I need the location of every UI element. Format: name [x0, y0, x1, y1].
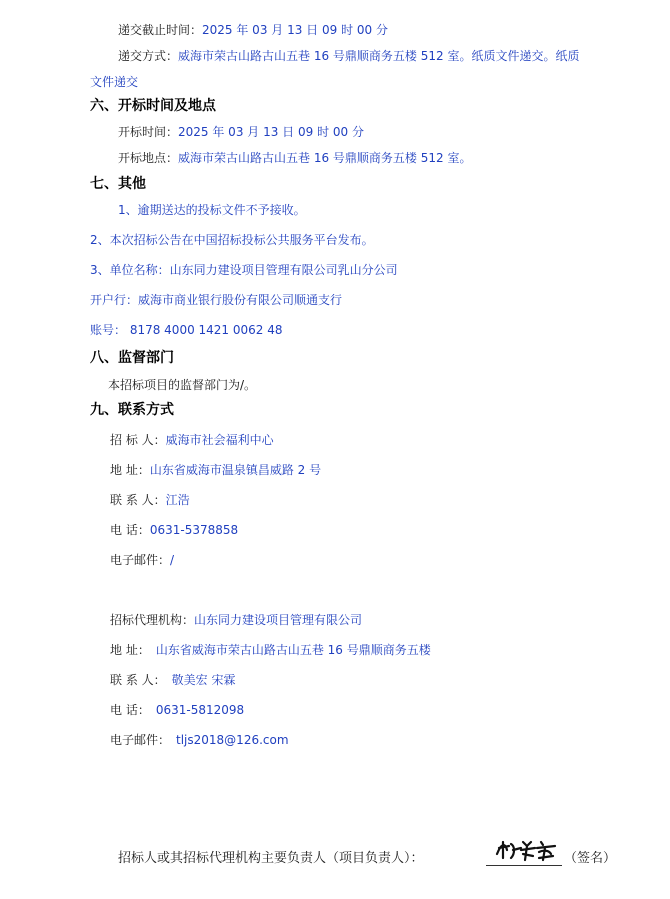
agency-email-label: 电子邮件： — [110, 733, 171, 747]
tenderer-name-row — [110, 432, 274, 448]
method-value: 威海市荣古山路古山五巷 16 号鼎顺商务五楼 512 室。纸质文件递交。纸质 — [178, 49, 580, 63]
tenderer-name-label: 招 标 人： — [110, 433, 166, 447]
agency-email-row — [110, 732, 289, 748]
tenderer-phone-value: 0631-5378858 — [149, 523, 239, 537]
agency-contact-row — [110, 672, 235, 688]
open-time-row — [118, 124, 364, 140]
open-place-row — [118, 150, 471, 166]
tenderer-contact-row — [110, 492, 190, 508]
account-line: 账号： 8178 4000 1421 0062 48 — [90, 323, 283, 337]
agency-contact-value: 敬美宏 宋霖 — [171, 673, 236, 687]
tenderer-address-value: 山东省威海市温泉镇昌威路 2 号 — [149, 463, 322, 477]
tenderer-email-row — [110, 552, 174, 568]
open-place-value: 威海市荣古山路古山五巷 16 号鼎顺商务五楼 512 室。 — [178, 151, 472, 165]
method-value-cont: 文件递交 — [90, 75, 139, 89]
open-time-value: 2025 年 03 月 13 日 09 时 00 分 — [178, 125, 364, 139]
other-item-1: 1、逾期送达的投标文件不予接收。 — [118, 203, 306, 217]
agency-phone-label: 电 话： — [110, 703, 150, 717]
deadline-value: 2025 年 03 月 13 日 09 时 00 分 — [202, 23, 388, 37]
tenderer-email-value: / — [170, 553, 175, 567]
tenderer-phone-row — [110, 522, 238, 538]
agency-phone-value: 0631-5812098 — [155, 703, 245, 717]
agency-email-value: tljs2018@126.com — [176, 733, 289, 747]
other-item-3: 3、单位名称：山东同力建设项目管理有限公司乳山分公司 — [90, 263, 398, 277]
deadline-label: 递交截止时间： — [118, 23, 203, 37]
method-row — [118, 48, 579, 64]
handwritten-signature — [493, 836, 559, 862]
tenderer-contact-value: 江浩 — [165, 493, 190, 507]
tenderer-name-value: 威海市社会福利中心 — [165, 433, 274, 447]
agency-contact-label: 联 系 人： — [110, 673, 166, 687]
signature-line — [486, 865, 562, 866]
sign-suffix: （签名） — [564, 851, 617, 866]
heading-supervision: 八、监督部门 — [90, 350, 174, 366]
agency-address-value: 山东省威海市荣古山路古山五巷 16 号鼎顺商务五楼 — [155, 643, 431, 657]
responsible-statement: 招标人或其招标代理机构主要负责人（项目负责人）： — [118, 851, 424, 866]
tenderer-contact-label: 联 系 人： — [110, 493, 166, 507]
agency-name-row — [110, 612, 362, 628]
tenderer-email-label: 电子邮件： — [110, 553, 171, 567]
tenderer-address-label: 地 址： — [110, 463, 150, 477]
heading-other: 七、其他 — [90, 176, 146, 192]
agency-phone-row — [110, 702, 244, 718]
tenderer-address-row — [110, 462, 321, 478]
agency-address-row — [110, 642, 431, 658]
supervision-text: 本招标项目的监督部门为/。 — [108, 378, 257, 392]
tenderer-phone-label: 电 话： — [110, 523, 150, 537]
open-time-label: 开标时间： — [118, 125, 179, 139]
open-place-label: 开标地点： — [118, 151, 179, 165]
method-label: 递交方式： — [118, 49, 179, 63]
other-item-2: 2、本次招标公告在中国招标投标公共服务平台发布。 — [90, 233, 374, 247]
agency-name-label: 招标代理机构： — [110, 613, 195, 627]
bank-line: 开户行：威海市商业银行股份有限公司顺通支行 — [90, 293, 343, 307]
heading-opening: 六、开标时间及地点 — [90, 98, 216, 114]
heading-contact: 九、联系方式 — [90, 402, 174, 418]
deadline-row — [118, 22, 388, 38]
agency-name-value: 山东同力建设项目管理有限公司 — [194, 613, 363, 627]
agency-address-label: 地 址： — [110, 643, 150, 657]
